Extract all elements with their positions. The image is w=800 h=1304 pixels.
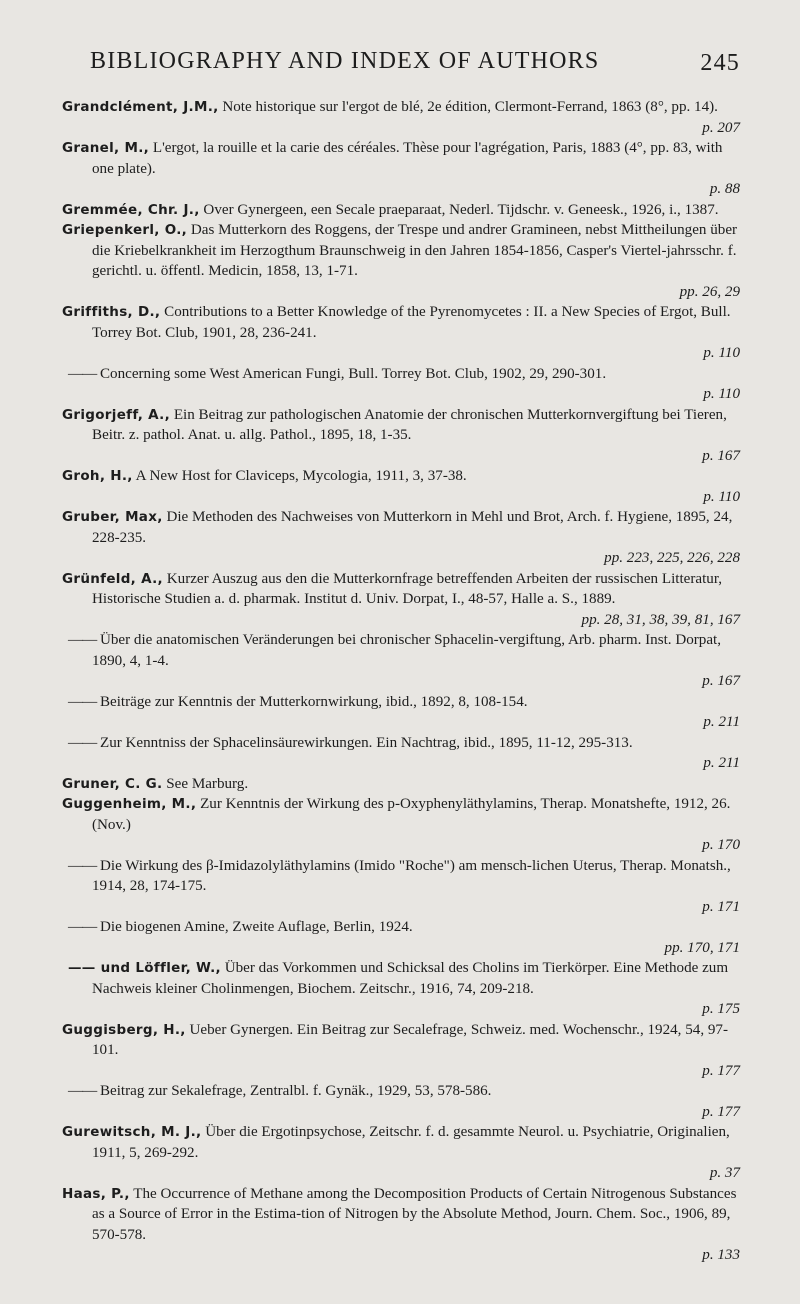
entry-page-reference: [92, 712, 740, 733]
bibliography-entry: [62, 774, 740, 795]
page-title: BIBLIOGRAPHY AND INDEX OF AUTHORS: [90, 48, 600, 74]
entry-citation: A New Host for Claviceps, Mycologia, 1911, 3, 37-38.: [135, 468, 467, 484]
entry-citation: Über die anatomischen Veränderungen bei chronischer Sphacelin-vergiftung, Arb. pharm. Inst. Dorpat, 1890, 4, 1-4.: [92, 632, 722, 669]
entry-citation: Die biogenen Amine, Zweite Auflage, Berlin, 1924.: [99, 919, 413, 935]
entry-author: Gurewitsch, M. J.,: [62, 1124, 202, 1140]
entry-citation: Über das Vorkommen und Schicksal des Cholins im Tierkörper. Eine Methode zum Nachweis kleiner Cholinmengen, Biochem. Zeitschr., 1916, 74, 209-218.: [92, 960, 729, 997]
entry-author: Griepenkerl, O.,: [62, 222, 188, 238]
entry-citation: Zur Kenntnis der Wirkung des p-Oxyphenyläthylamins, Therap. Monatshefte, 1912, 26. (Nov.): [92, 796, 731, 833]
entry-citation: Concerning some West American Fungi, Bull. Torrey Bot. Club, 1902, 29, 290-301.: [99, 365, 607, 382]
entry-page-reference: [92, 446, 740, 467]
entry-pages: p. 167: [702, 447, 740, 464]
entry-citation: Über die Ergotinpsychose, Zeitschr. f. d. gesammte Neurol. u. Psychiatrie, Originalien, 1911, 5, 269-292.: [92, 1124, 730, 1161]
entry-author: Haas, P.,: [62, 1185, 130, 1202]
entry-author: Gruber, Max,: [62, 509, 163, 525]
entry-author: Groh, H.,: [62, 468, 133, 484]
entry-pages: p. 171: [702, 898, 740, 915]
entry-pages: p. 88: [709, 181, 740, 197]
bibliography-entry: [62, 97, 740, 138]
entry-pages: p. 211: [703, 755, 740, 771]
bibliography-list: [62, 97, 740, 1266]
entry-pages: p. 110: [703, 488, 740, 505]
entry-citation: Contributions to a Better Knowledge of the Pyrenomycetes : II. a New Species of Ergot, Bull. Torrey Bot. Club, 1901, 28, 236-241.: [92, 304, 731, 341]
entry-author: Gremmée, Chr. J.,: [62, 201, 200, 218]
entry-pages: pp. 26, 29: [679, 283, 740, 300]
entry-citation: Zur Kenntniss der Sphacelinsäurewirkungen. Ein Nachtrag, ibid., 1895, 11-12, 295-313.: [99, 734, 633, 751]
entry-page-reference: [92, 999, 740, 1020]
bibliography-entry: [62, 692, 740, 733]
entry-pages: p. 37: [709, 1165, 740, 1181]
entry-page-reference: [92, 179, 740, 200]
entry-page-reference: [92, 487, 740, 508]
entry-pages: pp. 223, 225, 226, 228: [604, 550, 740, 566]
bibliography-entry: [62, 794, 740, 856]
bibliography-entry: [62, 302, 740, 364]
entry-citation: See Marburg.: [166, 775, 249, 792]
entry-page-reference: [92, 384, 740, 405]
bibliography-entry: [62, 856, 740, 918]
entry-citation: Over Gynergeen, een Secale praeparaat, Nederl. Tijdschr. v. Geneesk., 1926, i., 1387.: [203, 201, 719, 218]
entry-author: ——: [68, 693, 97, 710]
bibliography-entry: [62, 364, 740, 405]
entry-page-reference: [92, 118, 740, 139]
entry-citation: Die Wirkung des β-Imidazolyläthylamins (Imido "Roche") am mensch-lichen Uterus, Therap. Monatsh., 1914, 28, 174-175.: [92, 857, 731, 894]
bibliography-entry: [62, 733, 740, 774]
entry-citation: Beiträge zur Kenntnis der Mutterkornwirkung, ibid., 1892, 8, 108-154.: [99, 693, 528, 710]
entry-citation: Die Methoden des Nachweises von Mutterkorn in Mehl und Brot, Arch. f. Hygiene, 1895, 24, 228-235.: [92, 509, 733, 546]
entry-author: ——: [68, 919, 97, 935]
bibliography-entry: [62, 507, 740, 569]
entry-pages: p. 211: [703, 714, 740, 730]
entry-pages: pp. 170, 171: [664, 939, 740, 956]
entry-page-reference: [92, 343, 740, 364]
entry-page-reference: [92, 282, 740, 303]
entry-page-reference: [92, 1061, 740, 1082]
entry-page-reference: [92, 548, 740, 569]
bibliography-entry: [62, 1122, 740, 1184]
entry-author: Grandclément, J.M.,: [62, 99, 219, 115]
entry-author: ——: [68, 632, 97, 648]
entry-pages: p. 207: [702, 119, 740, 136]
entry-author: ——: [68, 857, 97, 874]
bibliography-entry: [62, 1081, 740, 1122]
entry-citation: Ein Beitrag zur pathologischen Anatomie der chronischen Mutterkornvergiftung bei Tieren, Beitr. z. pathol. Anat. u. allg. Pathol., 1895, 18, 1-35.: [92, 406, 727, 443]
entry-citation: The Occurrence of Methane among the Decomposition Products of Certain Nitrogenous Substances as a Source of Error in the Estima-tion of Nitrogen by the Absolute Method, Journ. Chem. Soc., 1906, 89, 570-578.: [92, 1185, 737, 1243]
entry-author: Griffiths, D.,: [62, 304, 161, 320]
entry-page-reference: [92, 1102, 740, 1123]
entry-author: Guggisberg, H.,: [62, 1021, 186, 1038]
entry-author: Grigorjeff, A.,: [62, 406, 171, 423]
entry-pages: p. 110: [703, 345, 740, 361]
entry-citation: Ueber Gynergen. Ein Beitrag zur Secalefrage, Schweiz. med. Wochenschr., 1924, 54, 97-101.: [92, 1021, 728, 1058]
bibliography-entry: [62, 220, 740, 302]
entry-page-reference: [92, 610, 740, 631]
entry-author: Gruner, C. G.: [62, 775, 163, 792]
bibliography-entry: [62, 200, 740, 221]
entry-author: ——: [68, 1083, 97, 1099]
entry-pages: pp. 28, 31, 38, 39, 81, 167: [581, 611, 740, 628]
entry-page-reference: [92, 1163, 740, 1184]
entry-citation: L'ergot, la rouille et la carie des céréales. Thèse pour l'agrégation, Paris, 1883 (4°, pp. 83, with one plate).: [92, 140, 723, 177]
bibliography-entry: [62, 405, 740, 467]
entry-page-reference: [92, 1245, 740, 1266]
bibliography-entry: [62, 1184, 740, 1266]
entry-pages: p. 110: [703, 386, 740, 402]
page-number: 245: [700, 50, 740, 76]
entry-author: ——: [68, 365, 97, 382]
bibliography-entry: [62, 1020, 740, 1082]
entry-page-reference: [92, 938, 740, 959]
entry-page-reference: [92, 835, 740, 856]
entry-pages: p. 177: [702, 1103, 740, 1120]
entry-page-reference: [92, 753, 740, 774]
entry-page-reference: [92, 897, 740, 918]
entry-pages: p. 170: [702, 837, 740, 853]
entry-author: Guggenheim, M.,: [62, 796, 197, 812]
bibliography-entry: [62, 958, 740, 1020]
bibliography-entry: [62, 569, 740, 631]
entry-pages: p. 177: [702, 1062, 740, 1079]
bibliography-entry: [62, 917, 740, 958]
bibliography-entry: [62, 466, 740, 507]
entry-pages: p. 167: [702, 673, 740, 689]
entry-citation: Kurzer Auszug aus den die Mutterkornfrage betreffenden Arbeiten der russischen Litteratur, Historische Studien a. d. pharmak. Institut d. Univ. Dorpat, I., 48-57, Halle a. S., 1889.: [92, 570, 723, 607]
entry-author: Grünfeld, A.,: [62, 570, 163, 587]
entry-page-reference: [92, 671, 740, 692]
entry-author: ——: [68, 734, 97, 751]
entry-citation: Beitrag zur Sekalefrage, Zentralbl. f. Gynäk., 1929, 53, 578-586.: [99, 1083, 492, 1099]
entry-pages: p. 133: [702, 1247, 740, 1263]
entry-citation: Note historique sur l'ergot de blé, 2e édition, Clermont-Ferrand, 1863 (8°, pp. 14).: [222, 99, 718, 115]
entry-pages: p. 175: [702, 1001, 740, 1017]
entry-author: —— und Löffler, W.,: [68, 960, 221, 976]
entry-author: Granel, M.,: [62, 140, 150, 156]
bibliography-entry: [62, 138, 740, 200]
entry-citation: Das Mutterkorn des Roggens, der Trespe und andrer Gramineen, nebst Mittheilungen über die Kriebelkrankheit im Herzogthum Braunschweig in den Jahren 1854-1856, Casper's Viertel-jahrsschr. f. gerichtl. u. öffentl. Medicin, 1858, 13, 1-71.: [92, 222, 738, 279]
bibliography-entry: [62, 630, 740, 692]
